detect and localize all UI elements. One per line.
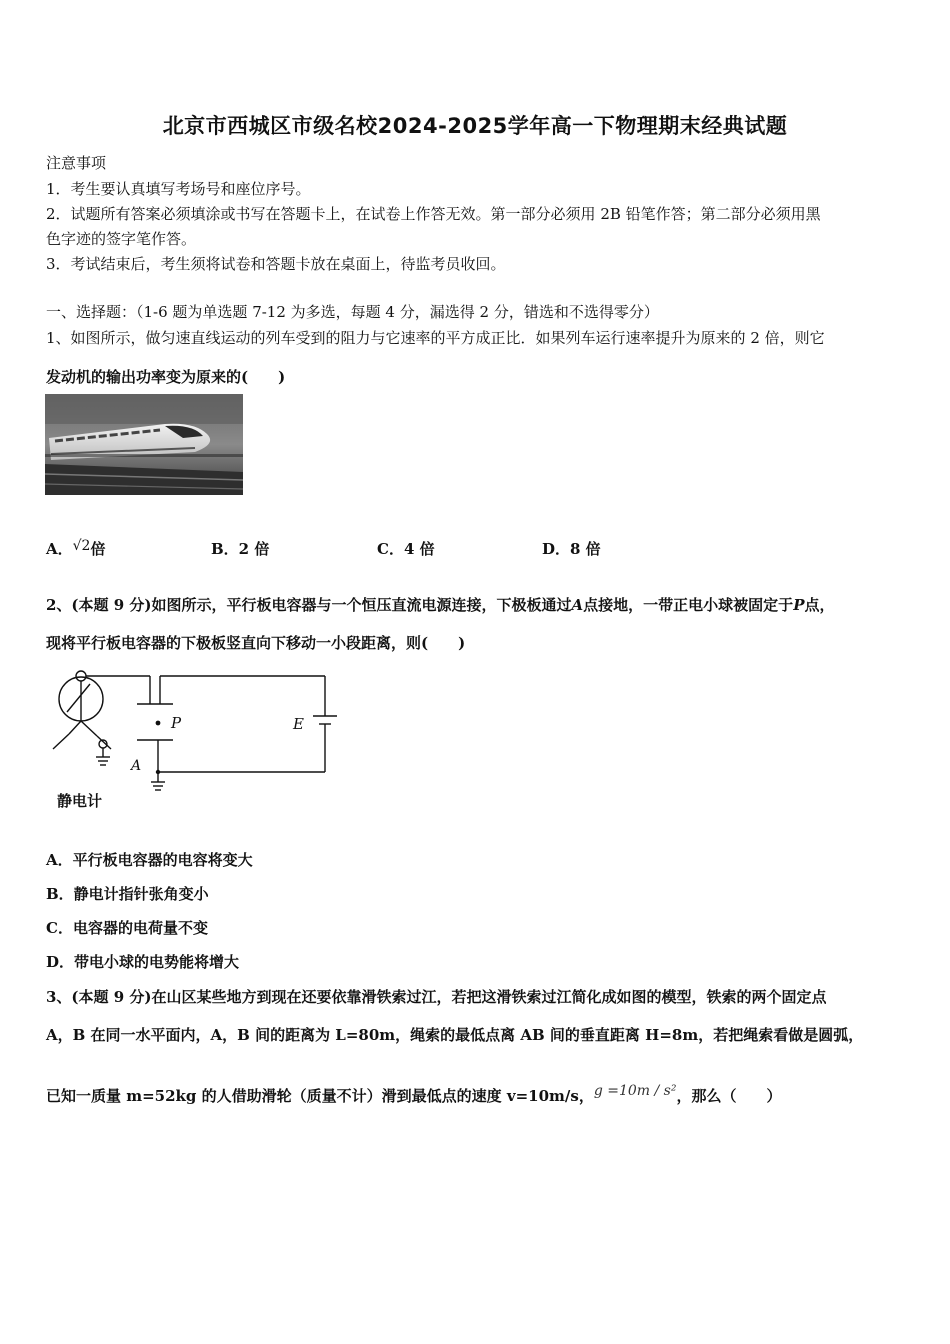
q2-option-b[interactable]: B．静电计指针张角变小 <box>46 885 209 903</box>
q2-stem-line2: 现将平行板电容器的下极板竖直向下移动一小段距离，则( ) <box>46 634 466 652</box>
page-title: 北京市西城区市级名校2024-2025学年高一下物理期末经典试题 <box>162 114 788 138</box>
label-a: A <box>131 758 142 774</box>
q1-option-a-suffix: 倍 <box>90 540 106 558</box>
label-e: E <box>293 715 304 733</box>
q2-point-a: A <box>571 596 584 614</box>
q1-option-c[interactable]: C．4 倍 <box>377 540 435 558</box>
q2-stem-part: 点， <box>804 596 835 614</box>
q3-stem-line2: A，B 在同一水平面内，A，B 间的距离为 L=80m，绳索的最低点离 AB 间的垂直距离 H=8m，若把绳索看做是圆弧， <box>46 1026 864 1044</box>
q2-option-d[interactable]: D．带电小球的电势能将增大 <box>46 953 240 971</box>
q2-stem-part: 2、(本题 9 分)如图所示，平行板电容器与一个恒压直流电源连接，下极板通过 <box>46 596 572 614</box>
q3-stem-part: 已知一质量 m=52kg 的人借助滑轮（质量不计）滑到最低点的速度 v=10m/s， <box>46 1087 594 1105</box>
q3-stem-part: ，那么（ ） <box>676 1087 782 1105</box>
q1-option-a[interactable] <box>46 538 105 559</box>
q2-option-a[interactable]: A．平行板电容器的电容将变大 <box>46 851 253 869</box>
notice-item-3: 3．考试结束后，考生须将试卷和答题卡放在桌面上，待监考员收回。 <box>46 255 506 273</box>
q1-option-d[interactable]: D．8 倍 <box>542 540 601 558</box>
train-photo <box>45 394 243 495</box>
q1-stem-line1: 1、如图所示，做匀速直线运动的列车受到的阻力与它速率的平方成正比．如果列车运行速率提升为原来的 2 倍，则它 <box>46 329 825 347</box>
gravity-formula: g =10m / s² <box>593 1083 677 1099</box>
q1-option-a-prefix: A． <box>46 540 73 558</box>
q1-option-b[interactable]: B．2 倍 <box>211 540 270 558</box>
label-electroscope: 静电计 <box>57 792 103 810</box>
q2-point-p: P <box>793 596 805 614</box>
sqrt-two: √2 <box>72 538 91 554</box>
q1-stem-line2: 发动机的输出功率变为原来的( ) <box>46 368 286 386</box>
q2-stem-line1 <box>46 594 834 615</box>
notice-item-2: 2．试题所有答案必须填涂或书写在答题卡上，在试卷上作答无效。第一部分必须用 2B 铅笔作答；第二部分必须用黑 <box>46 205 821 223</box>
q2-option-c[interactable]: C．电容器的电荷量不变 <box>46 919 208 937</box>
q2-stem-part: 点接地，一带正电小球被固定于 <box>583 596 794 614</box>
notice-item-1: 1．考生要认真填写考场号和座位序号。 <box>46 180 311 198</box>
notice-heading: 注意事项 <box>46 154 107 172</box>
notice-item-2-cont: 色字迹的签字笔作答。 <box>46 230 197 248</box>
section-heading: 一、选择题：（1-6 题为单选题 7-12 为多选，每题 4 分，漏选得 2 分，错选和不选得零分） <box>46 303 659 321</box>
q3-stem-line1: 3、(本题 9 分)在山区某些地方到现在还要依靠滑铁索过江，若把这滑铁索过江简化成如图的模型，铁索的两个固定点 <box>46 988 827 1006</box>
q3-stem-line3 <box>46 1085 782 1106</box>
capacitor-circuit-diagram <box>45 664 345 814</box>
label-p: P <box>171 714 182 732</box>
